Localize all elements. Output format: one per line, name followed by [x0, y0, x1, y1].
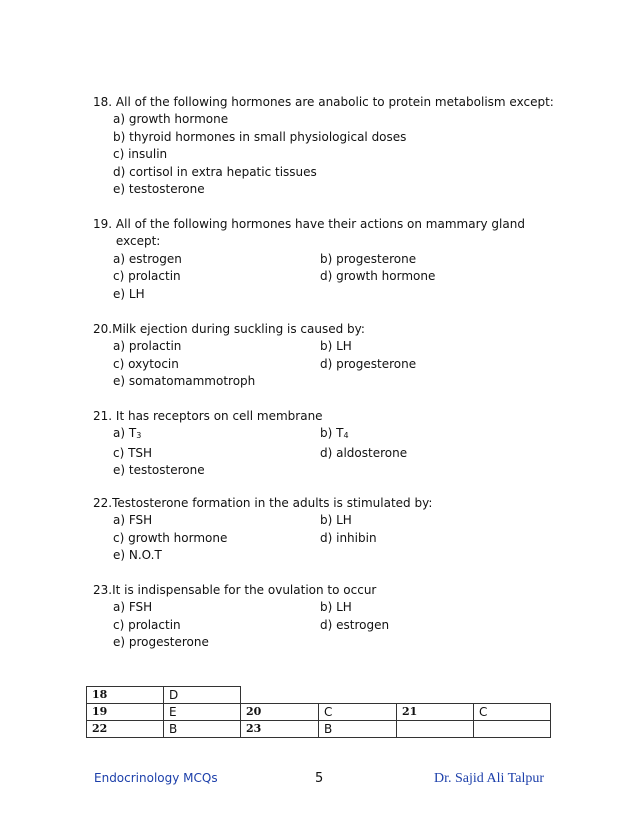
- option-d: d) estrogen: [320, 617, 390, 632]
- footer-author: Dr. Sajid Ali Talpur: [434, 771, 544, 786]
- table-spacer: [319, 687, 397, 704]
- question-stem: It has receptors on cell membrane: [115, 409, 323, 423]
- page-footer: [94, 771, 544, 789]
- answer-key-empty-cell: [474, 721, 551, 738]
- footer-title: Endocrinology MCQs: [94, 771, 218, 785]
- option-c: c) prolactin: [113, 269, 181, 284]
- question-stem: Milk ejection during suckling is caused by:: [112, 322, 365, 336]
- question-stem: Testosterone formation in the adults is stimulated by:: [112, 496, 433, 510]
- answer-key-answer: C: [319, 704, 397, 721]
- option-b: b) $T_4$: [320, 426, 349, 441]
- answer-key-answer: E: [164, 704, 241, 721]
- option-d: d) inhibin: [320, 530, 377, 545]
- answer-key-answer: C: [474, 704, 551, 721]
- option-b: b) thyroid hormones in small physiological doses: [113, 129, 407, 144]
- option-b: b) progesterone: [320, 251, 417, 266]
- table-row: [87, 721, 551, 738]
- question-18: [93, 94, 563, 198]
- subscript: 4: [343, 431, 349, 441]
- page-number: 5: [315, 771, 324, 786]
- question-number: 22.: [93, 496, 113, 510]
- answer-key-answer: B: [164, 721, 241, 738]
- answer-key-qnum: 22: [87, 721, 164, 738]
- option-a: a) estrogen: [113, 251, 182, 266]
- option-d: d) aldosterone: [320, 445, 408, 460]
- option-e: e) somatomammotroph: [113, 374, 256, 389]
- option-b: b) LH: [320, 339, 352, 354]
- question-22: [93, 495, 563, 565]
- answer-key-qnum: 19: [87, 704, 164, 721]
- subscript: 3: [136, 431, 142, 441]
- answer-key-qnum: 23: [241, 721, 319, 738]
- option-b: b) LH: [320, 600, 352, 615]
- option-c: c) TSH: [113, 445, 153, 460]
- answer-key-answer: B: [319, 721, 397, 738]
- question-number: 20.: [93, 322, 113, 336]
- question-number: 18.: [93, 95, 116, 109]
- option-b: b) LH: [320, 513, 352, 528]
- option-e: e) LH: [113, 286, 145, 301]
- option-e: e) testosterone: [113, 182, 205, 197]
- answer-key-table: [86, 686, 551, 738]
- question-stem: It is indispensable for the ovulation to occur: [112, 583, 377, 597]
- option-e: e) testosterone: [113, 463, 205, 478]
- option-c: c) oxytocin: [113, 356, 179, 371]
- option-e: e) progesterone: [113, 635, 209, 650]
- table-row: [87, 687, 551, 704]
- answer-key-qnum: 18: [87, 687, 164, 704]
- table-spacer: [397, 687, 474, 704]
- question-19: [93, 216, 563, 303]
- option-e: e) N.O.T: [113, 548, 162, 563]
- option-d: d) progesterone: [320, 356, 417, 371]
- answer-key-qnum: 20: [241, 704, 319, 721]
- option-a: a) growth hormone: [113, 112, 229, 127]
- question-number: 23.: [93, 583, 113, 597]
- answer-key-qnum: 21: [397, 704, 474, 721]
- option-d: d) cortisol in extra hepatic tissues: [113, 164, 317, 179]
- question-21: [93, 408, 563, 480]
- table-spacer: [241, 687, 319, 704]
- option-d: d) growth hormone: [320, 269, 436, 284]
- option-c: c) growth hormone: [113, 530, 228, 545]
- question-stem: All of the following hormones are anabolic to protein metabolism except:: [115, 95, 554, 109]
- question-number: 19.: [93, 217, 116, 231]
- option-a: a) FSH: [113, 513, 153, 528]
- option-c: c) insulin: [113, 147, 168, 162]
- option-a: a) prolactin: [113, 339, 182, 354]
- table-row: [87, 704, 551, 721]
- question-stem: All of the following hormones have their actions on mammary gland except:: [115, 217, 525, 249]
- answer-key-empty-cell: [397, 721, 474, 738]
- option-a: a) $T_3$: [113, 426, 142, 441]
- question-20: [93, 321, 563, 391]
- option-c: c) prolactin: [113, 617, 181, 632]
- question-number: 21.: [93, 409, 116, 423]
- answer-key-answer: D: [164, 687, 241, 704]
- option-a: a) FSH: [113, 600, 153, 615]
- question-23: [93, 582, 563, 652]
- table-spacer: [474, 687, 551, 704]
